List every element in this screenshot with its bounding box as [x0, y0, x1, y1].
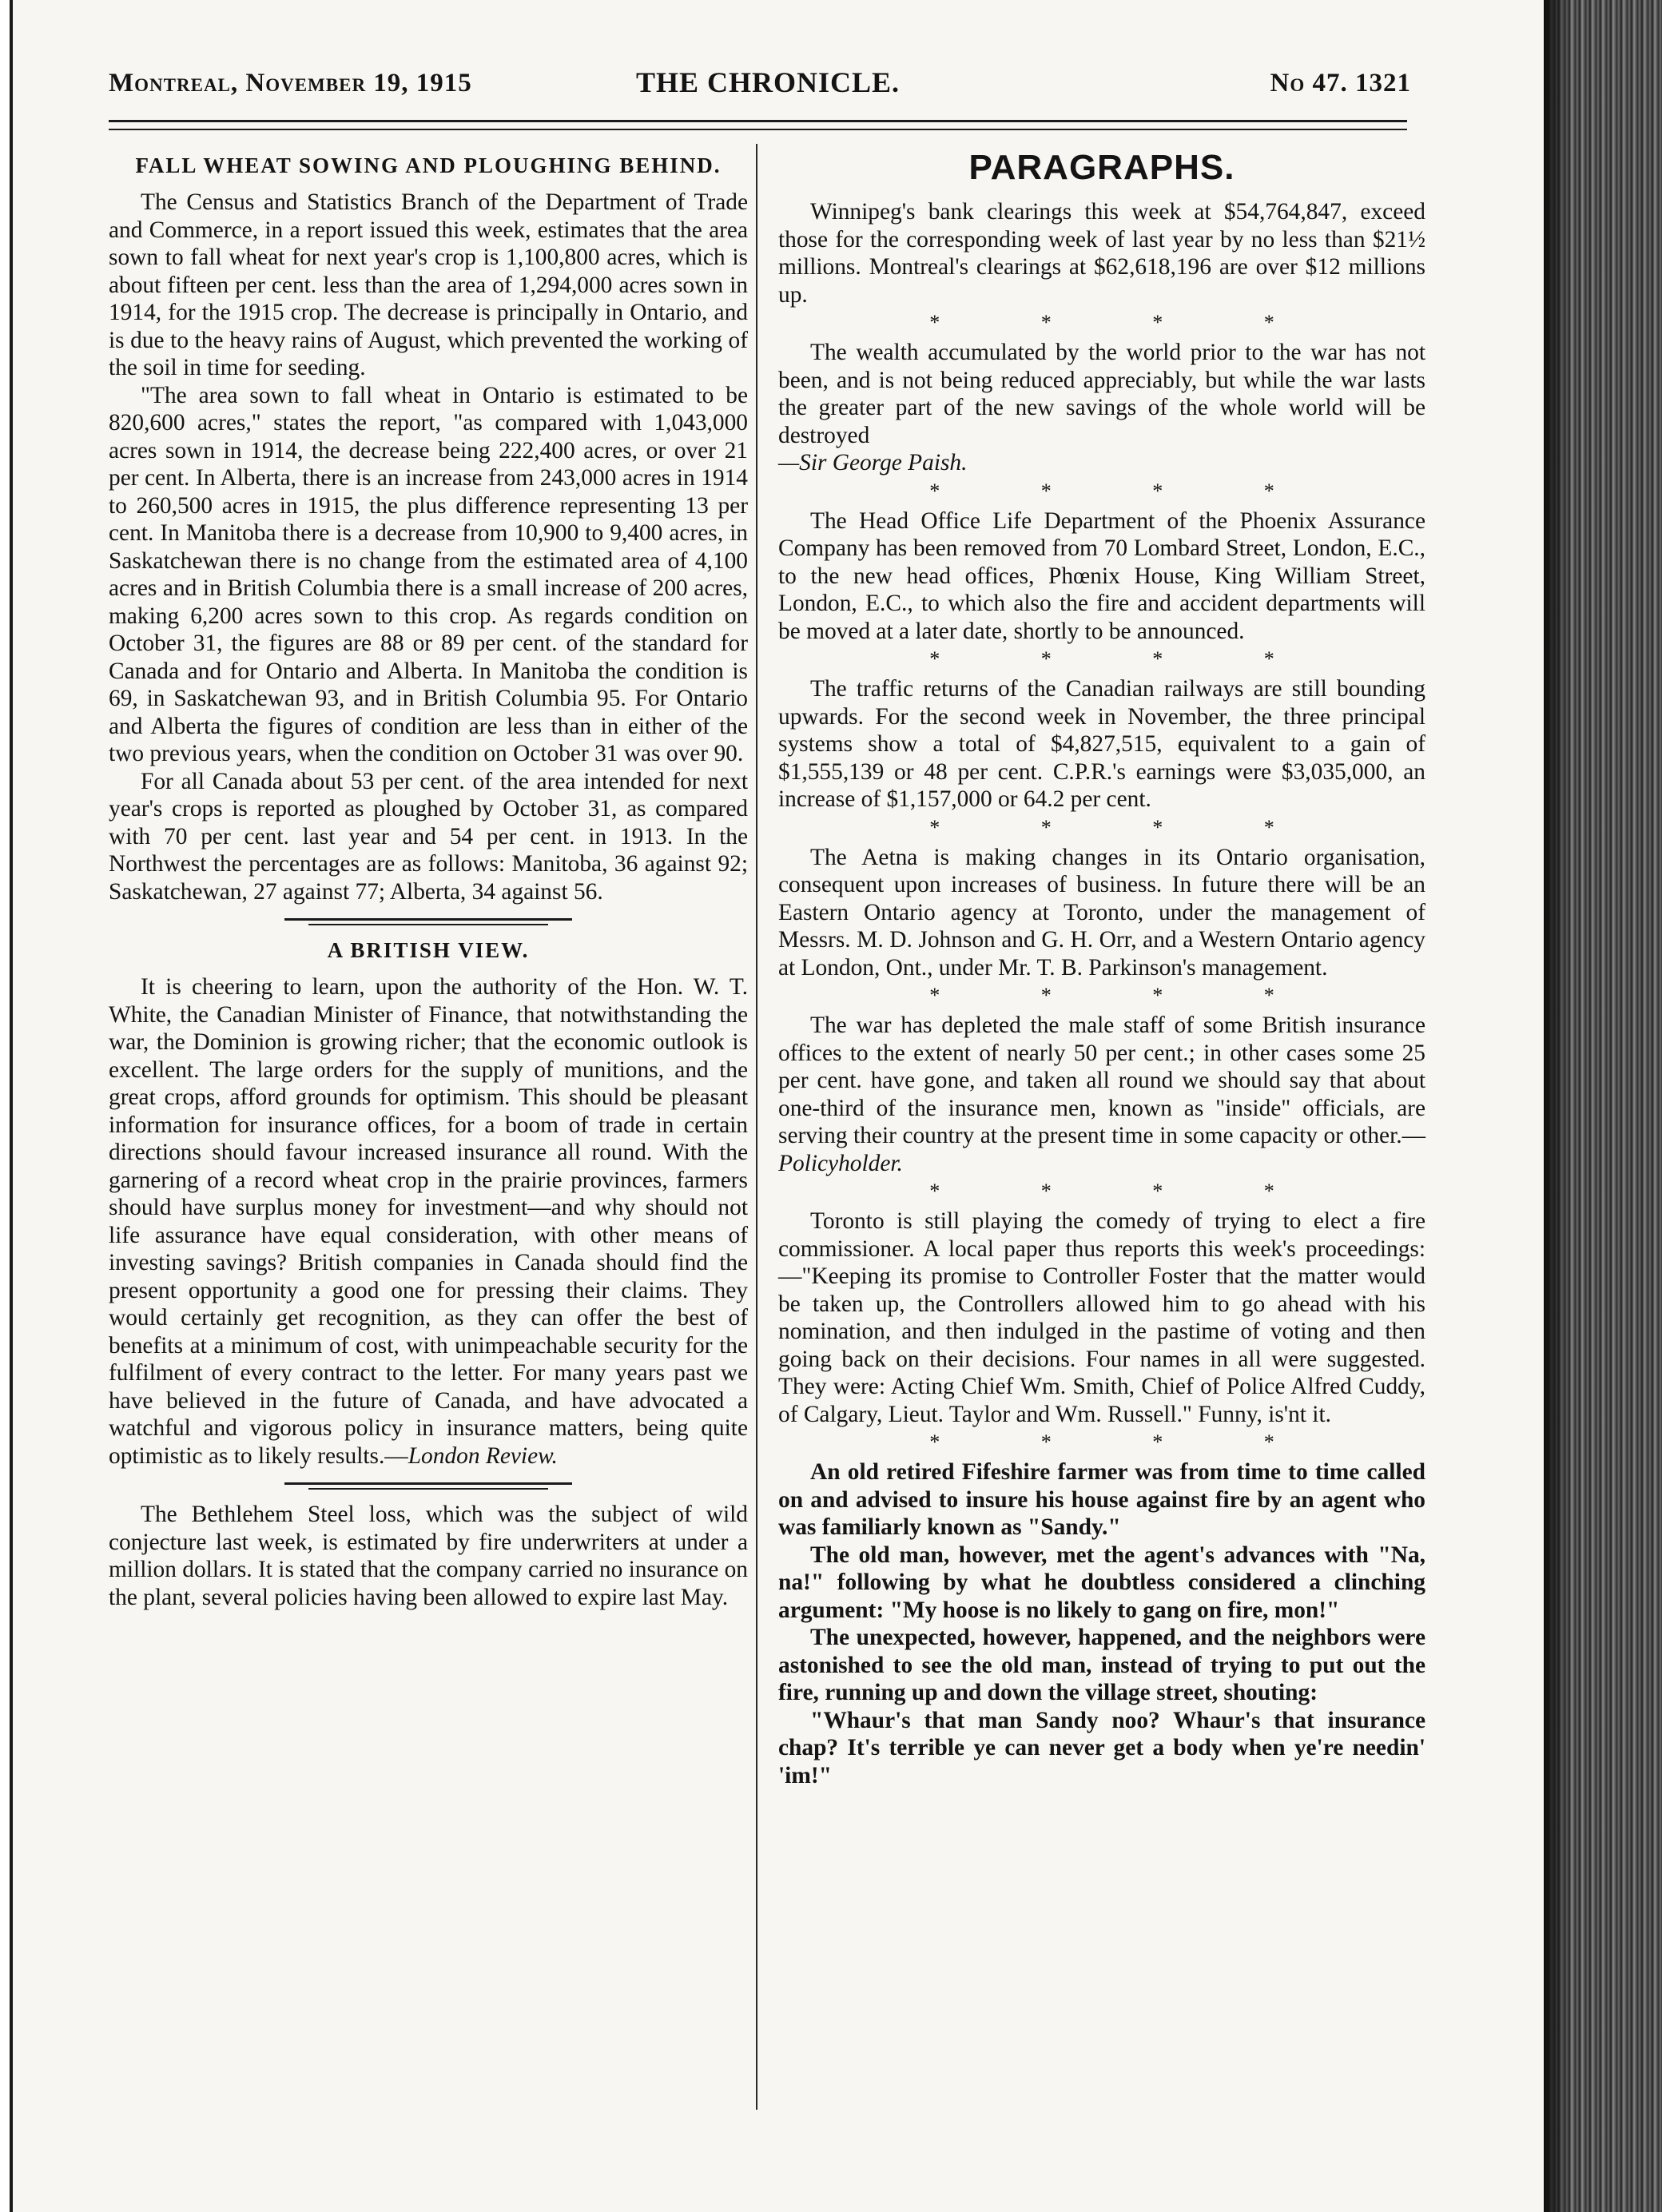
- header-rule: [109, 120, 1407, 130]
- paragraph-item: Toronto is still playing the comedy of trying to elect a fire commissioner. A local paper thus reports this week's proceedings:—"Keeping its promise to Controller Foster that the matter would be taken up, the Controllers allowed him to go ahead with his nomination, and then indulged in the pastime of voting and then going back on their decisions. Four names in all were suggested. They were: Acting Chief Wm. Smith, Chief of Police Alfred Cuddy, of Calgary, Lieut. Taylor and Wm. Russell." Funny, is'nt it.: [778, 1208, 1425, 1427]
- book-binding-edge: [1544, 0, 1662, 2212]
- left-column: [109, 144, 748, 1611]
- anecdote-paragraph: The old man, however, met the agent's advances with "Na, na!" following by what he doubtless considered a clinching argument: "My hoose is no likely to gang on fire, mon!": [778, 1542, 1425, 1623]
- right-column: [778, 144, 1425, 1789]
- section-rule: [284, 918, 572, 925]
- paragraph-text: It is cheering to learn, upon the authority of the Hon. W. T. White, the Canadian Minister of Finance, that notwithstanding the war, the Dominion is growing richer; that the economic outlook is excellent. The large orders for the supply of munitions, and the great crops, afford grounds for optimism. This should be pleasant information for insurance offices, for a boom of trade in certain directions should favour increased insurance all round. With the garnering of a record wheat crop in the prairie provinces, farmers should have surplus money for investment—and why should not life assurance have equal consideration, with other means of investing savings? British companies in Canada should find the present opportunity a good one for pressing their claims. They would certainly get recognition, as they can offer the best of benefits at a minimum of cost, with unimpeachable security for the fulfilment of every contract to the letter. For many years past we have believed in the future of Canada, and have advocated a watchful and vigorous policy in insurance matters, being quite optimistic as to likely results.—: [109, 974, 748, 1469]
- newspaper-page: [10, 0, 1547, 2212]
- anecdote-paragraph: The unexpected, however, happened, and the neighbors were astonished to see the old man, instead of trying to put out the fire, running up and down the village street, shouting:: [778, 1625, 1425, 1705]
- source-citation: Policyholder.: [778, 1150, 903, 1176]
- separator-stars: * * * *: [929, 1430, 1322, 1454]
- paragraph-item: The Aetna is making changes in its Ontario organisation, consequent upon increases of business. In future there will be an Eastern Ontario agency at Toronto, under the management of Messrs. M. D. Johnson and G. H. Orr, and a Western Ontario agency at London, Ont., under Mr. T. B. Parkinson's management.: [778, 844, 1425, 981]
- separator-stars: * * * *: [929, 311, 1322, 334]
- paragraph-item: [778, 1012, 1425, 1177]
- issue-page-number: No 47. 1321: [1270, 69, 1411, 97]
- paragraph-item: [778, 339, 1425, 477]
- publication-title: THE CHRONICLE.: [636, 66, 901, 98]
- paragraph-item: The Head Office Life Department of the Phoenix Assurance Company has been removed from 70 Lombard Street, London, E.C., to the new head offices, Phœnix House, King William Street, London, E.C., to which also the fire and accident departments will be moved at a later date, shortly to be announced.: [778, 507, 1425, 644]
- paragraph-item: Winnipeg's bank clearings this week at $54,764,847, exceed those for the corresponding week of last year by no less than $21½ millions. Montreal's clearings at $62,618,196 are over $12 millions up.: [778, 199, 1425, 308]
- article-paragraph: For all Canada about 53 per cent. of the area intended for next year's crops is reported as ploughed by October 31, as compared with 70 per cent. last year and 54 per cent. in 1913. In the Northwest the percentages are as follows: Manitoba, 36 against 92; Saskatchewan, 27 against 77; Alberta, 34 against 56.: [109, 768, 748, 905]
- source-citation: London Review.: [408, 1442, 558, 1469]
- article-paragraph: "The area sown to fall wheat in Ontario is estimated to be 820,600 acres," states the report, "as compared with 1,043,000 acres sown in 1914, the decrease being 222,400 acres, or over 21 per cent. In Alberta, there is an increase from 243,000 acres in 1914 to 260,500 acres in 1915, the plus difference representing 13 per cent. In Manitoba there is a decrease from 10,900 to 9,400 acres, in Saskatchewan there is no change from the estimated area of 4,100 acres and in British Columbia there is a small increase of 200 acres, making 6,200 acres sown to this crop. As regards condition on October 31, the figures are 88 or 89 per cent. of the standard for Canada and for Ontario and Alberta. In Manitoba the condition is 69, in Saskatchewan 93, and in British Columbia 95. For Ontario and Alberta the figures of condition are less than in either of the two previous years, when the condition on October 31 was over 90.: [109, 382, 748, 766]
- article-heading-fall-wheat: FALL WHEAT SOWING AND PLOUGHING BEHIND.: [135, 153, 722, 177]
- article-paragraph-bethlehem: The Bethlehem Steel loss, which was the subject of wild conjecture last week, is estimated by fire underwriters at under a million dollars. It is stated that the company carried no insurance on the plant, several policies having been allowed to expire last May.: [109, 1502, 748, 1610]
- paragraph-text: The wealth accumulated by the world prior to the war has not been, and is not being reduced appreciably, but while the war lasts the greater part of the new savings of the whole world will be destroyed: [778, 340, 1425, 448]
- anecdote-paragraph: "Whaur's that man Sandy noo? Whaur's that insurance chap? It's terrible ye can never get a body when ye're needin' 'im!": [778, 1707, 1425, 1788]
- anecdote-block: [778, 1458, 1425, 1789]
- anecdote-paragraph: An old retired Fifeshire farmer was from time to time called on and advised to insure his house against fire by an agent who was familiarly known as "Sandy.": [778, 1459, 1425, 1540]
- article-heading-british-view: A BRITISH VIEW.: [327, 938, 530, 962]
- section-heading-paragraphs: PARAGRAPHS.: [968, 148, 1235, 187]
- source-citation: —Sir George Paish.: [778, 450, 968, 475]
- paragraph-item: The traffic returns of the Canadian railways are still bounding upwards. For the second week in November, the three principal systems show a total of $4,827,515, equivalent to a gain of $1,555,139 or 48 per cent. C.P.R.'s earnings were $3,035,000, an increase of $1,157,000 or 64.2 per cent.: [778, 676, 1425, 812]
- paragraph-text: The war has depleted the male staff of some British insurance offices to the extent of nearly 50 per cent.; in other cases some 25 per cent. have gone, and taken all round we should say that about one-third of the insurance men, known as "inside" officials, are serving their country at the present time in some capacity or other.—: [778, 1013, 1425, 1148]
- running-head: [101, 64, 1411, 112]
- section-rule: [284, 1482, 572, 1490]
- separator-stars: * * * *: [929, 984, 1322, 1007]
- article-paragraph: The Census and Statistics Branch of the Department of Trade and Commerce, in a report issued this week, estimates that the area sown to fall wheat for next year's crop is 1,100,800 acres, which is about fifteen per cent. less than the area of 1,294,000 acres sown in 1914, for the 1915 crop. The decrease is principally in Ontario, and is due to the heavy rains of August, which prevented the working of the soil in time for seeding.: [109, 189, 748, 380]
- separator-stars: * * * *: [929, 1180, 1322, 1203]
- separator-stars: * * * *: [929, 647, 1322, 670]
- dateline: Montreal, November 19, 1915: [109, 69, 472, 97]
- column-divider: [756, 144, 757, 2110]
- separator-stars: * * * *: [929, 815, 1322, 839]
- separator-stars: * * * *: [929, 479, 1322, 503]
- article-paragraph: [109, 973, 748, 1470]
